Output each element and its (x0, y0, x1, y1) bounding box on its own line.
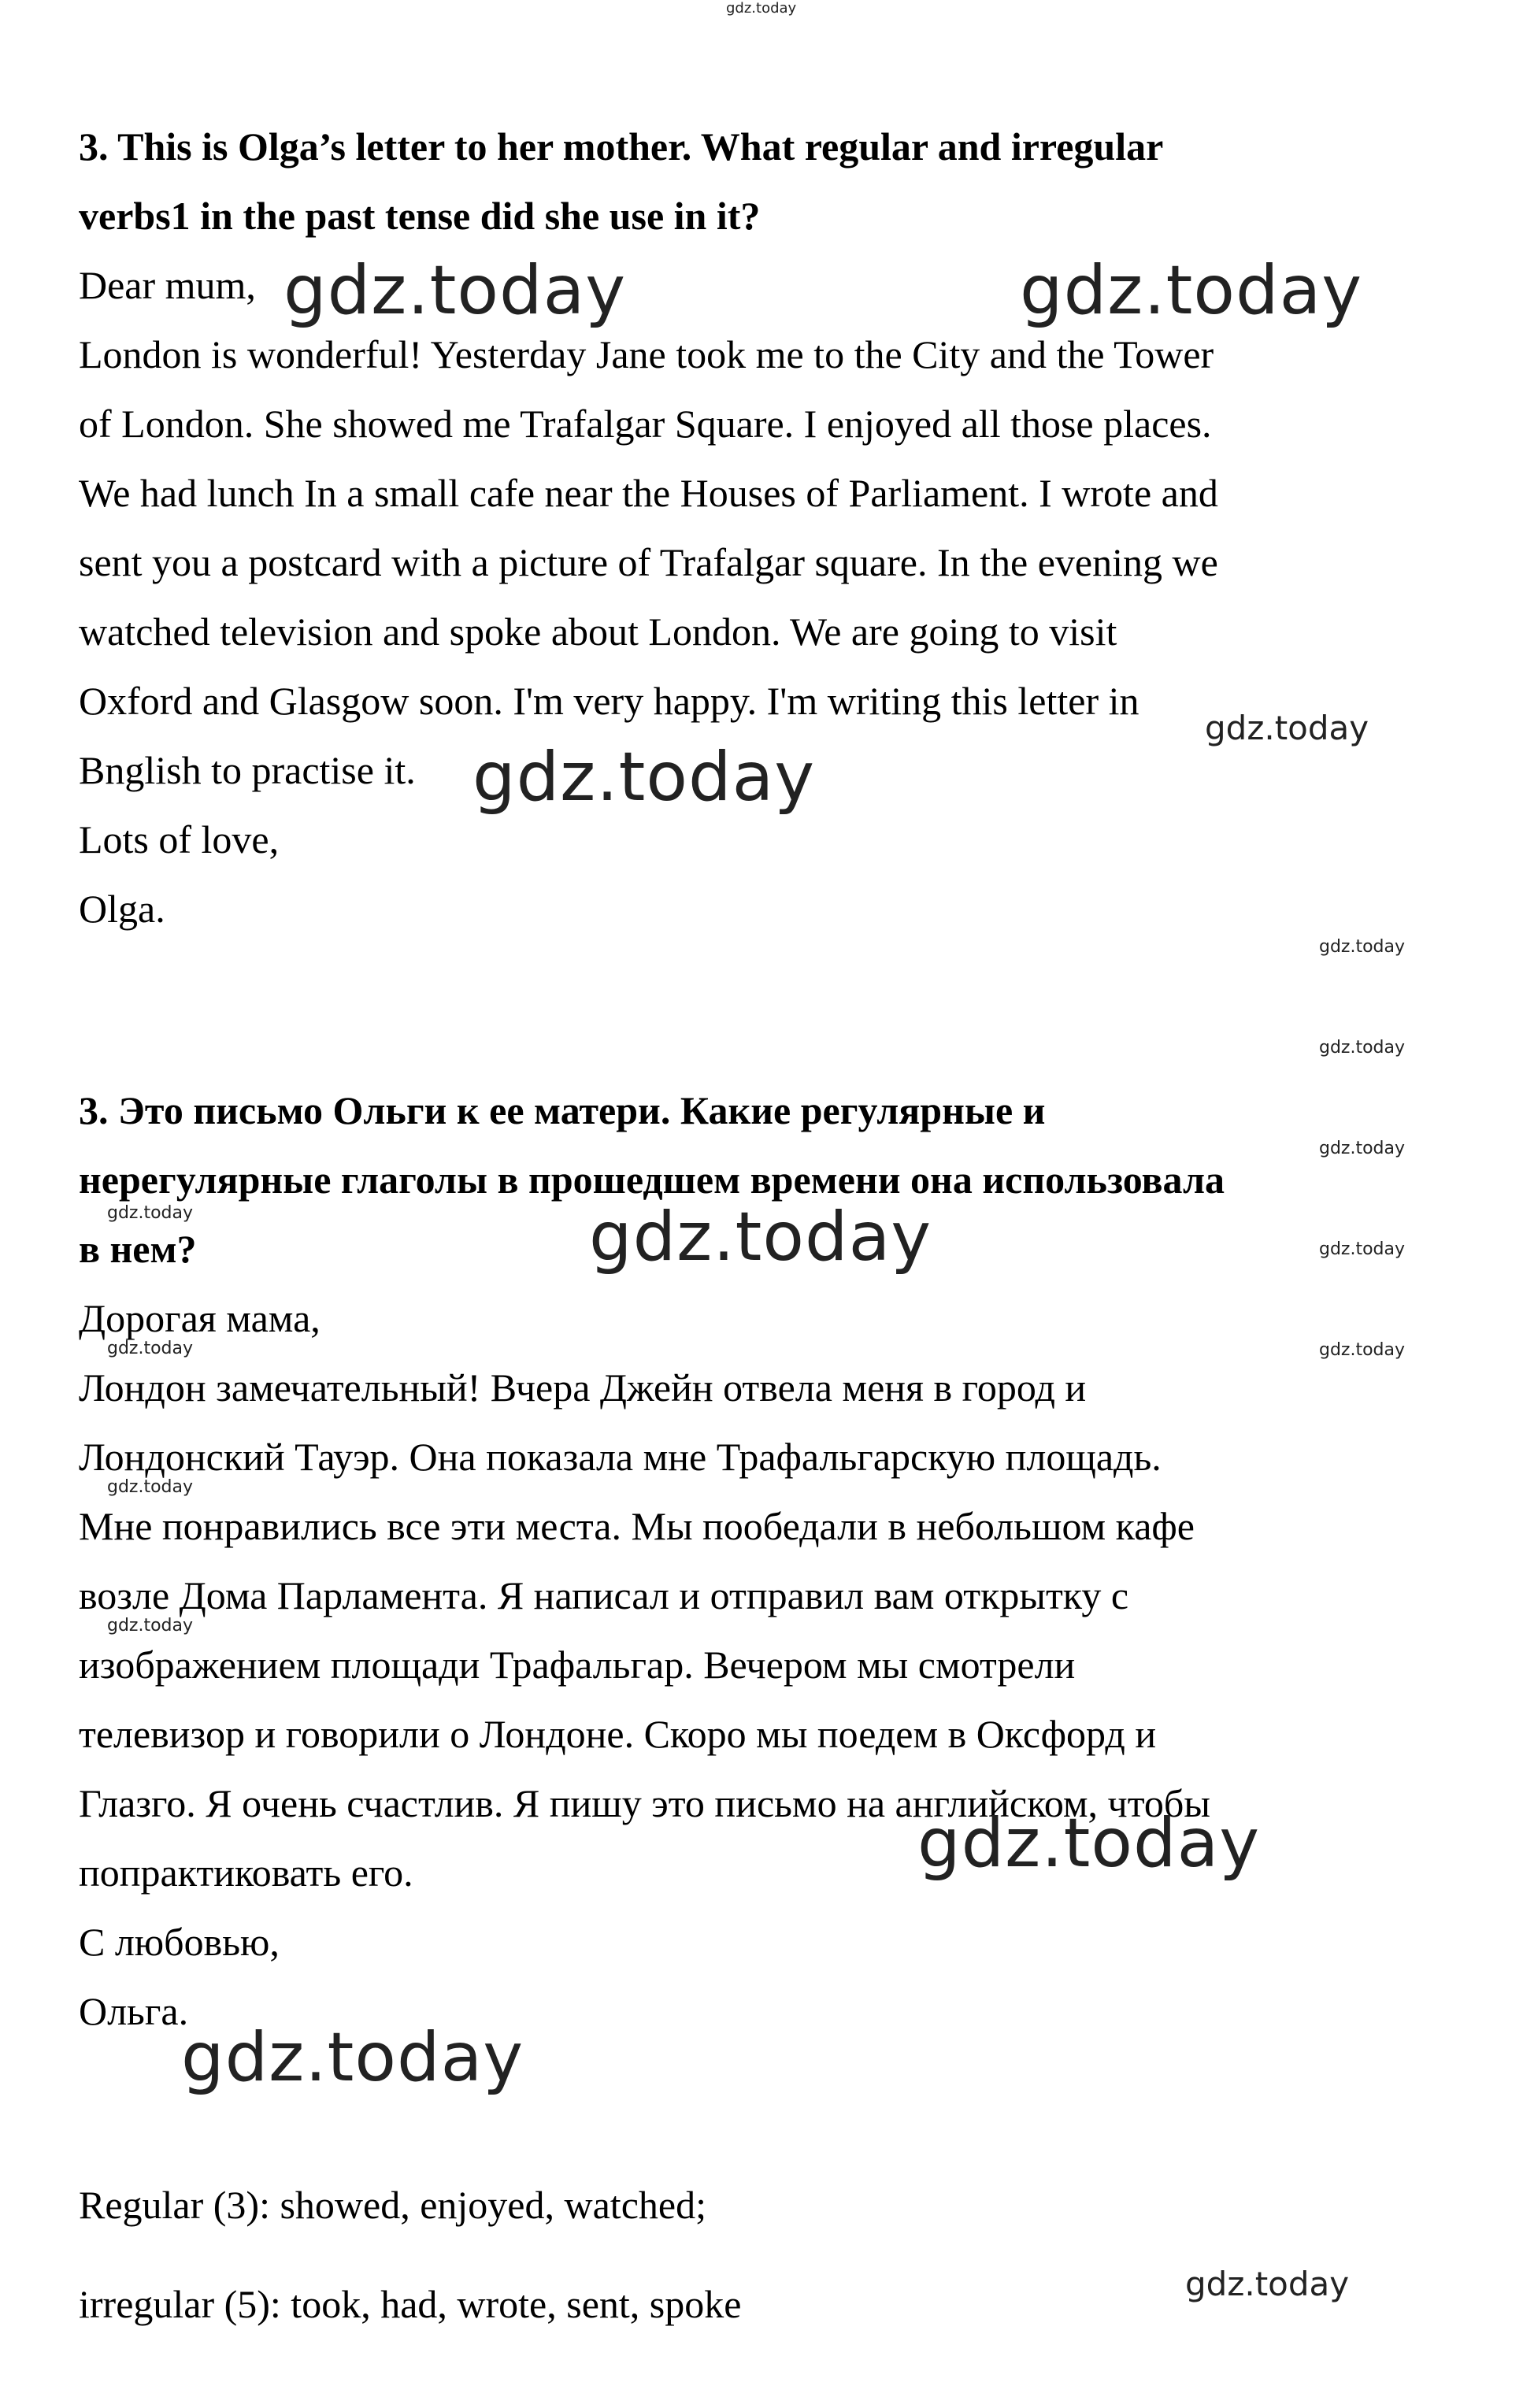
watermark: gdz.today (1319, 1340, 1406, 1360)
russian-greeting: Дорогая мама, (79, 1296, 321, 1340)
russian-body-line-7: Глазго. Я очень счастлив. Я пишу это письмо на английском, чтобы (79, 1781, 1210, 1825)
russian-task-title-line-2: нерегулярные глаголы в прошедшем времени она использовала (79, 1158, 1225, 1202)
english-task-title-line-1: 3. This is Olga’s letter to her mother. What regular and irregular (79, 124, 1164, 169)
watermark: gdz.today (107, 1339, 194, 1358)
watermark: gdz.today (726, 0, 797, 17)
watermark: gdz.today (1205, 709, 1369, 747)
english-task-title-line-2: verbs1 in the past tense did she use in it? (79, 194, 761, 238)
english-signature: Olga. (79, 887, 165, 931)
russian-body-line-6: телевизор и говорили о Лондоне. Скоро мы поедем в Оксфорд и (79, 1712, 1157, 1756)
watermark: gdz.today (107, 1203, 194, 1223)
watermark: gdz.today (1185, 2265, 1350, 2303)
russian-body-line-5: изображением площади Трафальгар. Вечером мы смотрели (79, 1643, 1076, 1687)
watermark: gdz.today (1020, 251, 1363, 330)
watermark: gdz.today (1319, 1139, 1406, 1158)
watermark: gdz.today (589, 1198, 932, 1276)
english-body-line-7: Bnglish to practise it. (79, 748, 416, 792)
watermark: gdz.today (917, 1804, 1261, 1883)
russian-body-line-3: Мне понравились все эти места. Мы пообедали в небольшом кафе (79, 1504, 1195, 1548)
watermark: gdz.today (107, 1616, 194, 1636)
english-body-line-1: London is wonderful! Yesterday Jane took me to the City and the Tower (79, 332, 1214, 376)
russian-body-line-8: попрактиковать его. (79, 1850, 413, 1895)
watermark: gdz.today (107, 1477, 194, 1497)
english-greeting: Dear mum, (79, 263, 256, 307)
english-body-line-2: of London. She showed me Trafalgar Square. I enjoyed all those places. (79, 402, 1212, 446)
watermark: gdz.today (1319, 1239, 1406, 1259)
russian-task-title-line-3: в нем? (79, 1227, 197, 1271)
english-body-line-3: We had lunch In a small cafe near the Houses of Parliament. I wrote and (79, 471, 1218, 515)
russian-body-line-1: Лондон замечательный! Вчера Джейн отвела меня в город и (79, 1365, 1087, 1410)
english-body-line-5: watched television and spoke about London. We are going to visit (79, 609, 1117, 654)
watermark: gdz.today (181, 2018, 524, 2097)
russian-signature: Ольга. (79, 1989, 189, 2033)
english-closing: Lots of love, (79, 817, 280, 861)
watermark: gdz.today (472, 738, 816, 817)
english-body-line-4: sent you a postcard with a picture of Trafalgar square. In the evening we (79, 540, 1218, 584)
russian-closing: С любовью, (79, 1920, 280, 1964)
answer-irregular: irregular (5): took, had, wrote, sent, spoke (79, 2282, 742, 2326)
watermark: gdz.today (283, 251, 627, 330)
answer-regular: Regular (3): showed, enjoyed, watched; (79, 2183, 706, 2227)
russian-body-line-4: возле Дома Парламента. Я написал и отправил вам открытку с (79, 1573, 1129, 1617)
russian-body-line-2: Лондонский Тауэр. Она показала мне Трафальгарскую площадь. (79, 1435, 1162, 1479)
watermark: gdz.today (1319, 937, 1406, 957)
watermark: gdz.today (1319, 1038, 1406, 1058)
russian-task-title-line-1: 3. Это письмо Ольги к ее матери. Какие регулярные и (79, 1088, 1046, 1132)
english-body-line-6: Oxford and Glasgow soon. I'm very happy. I'm writing this letter in (79, 679, 1139, 723)
